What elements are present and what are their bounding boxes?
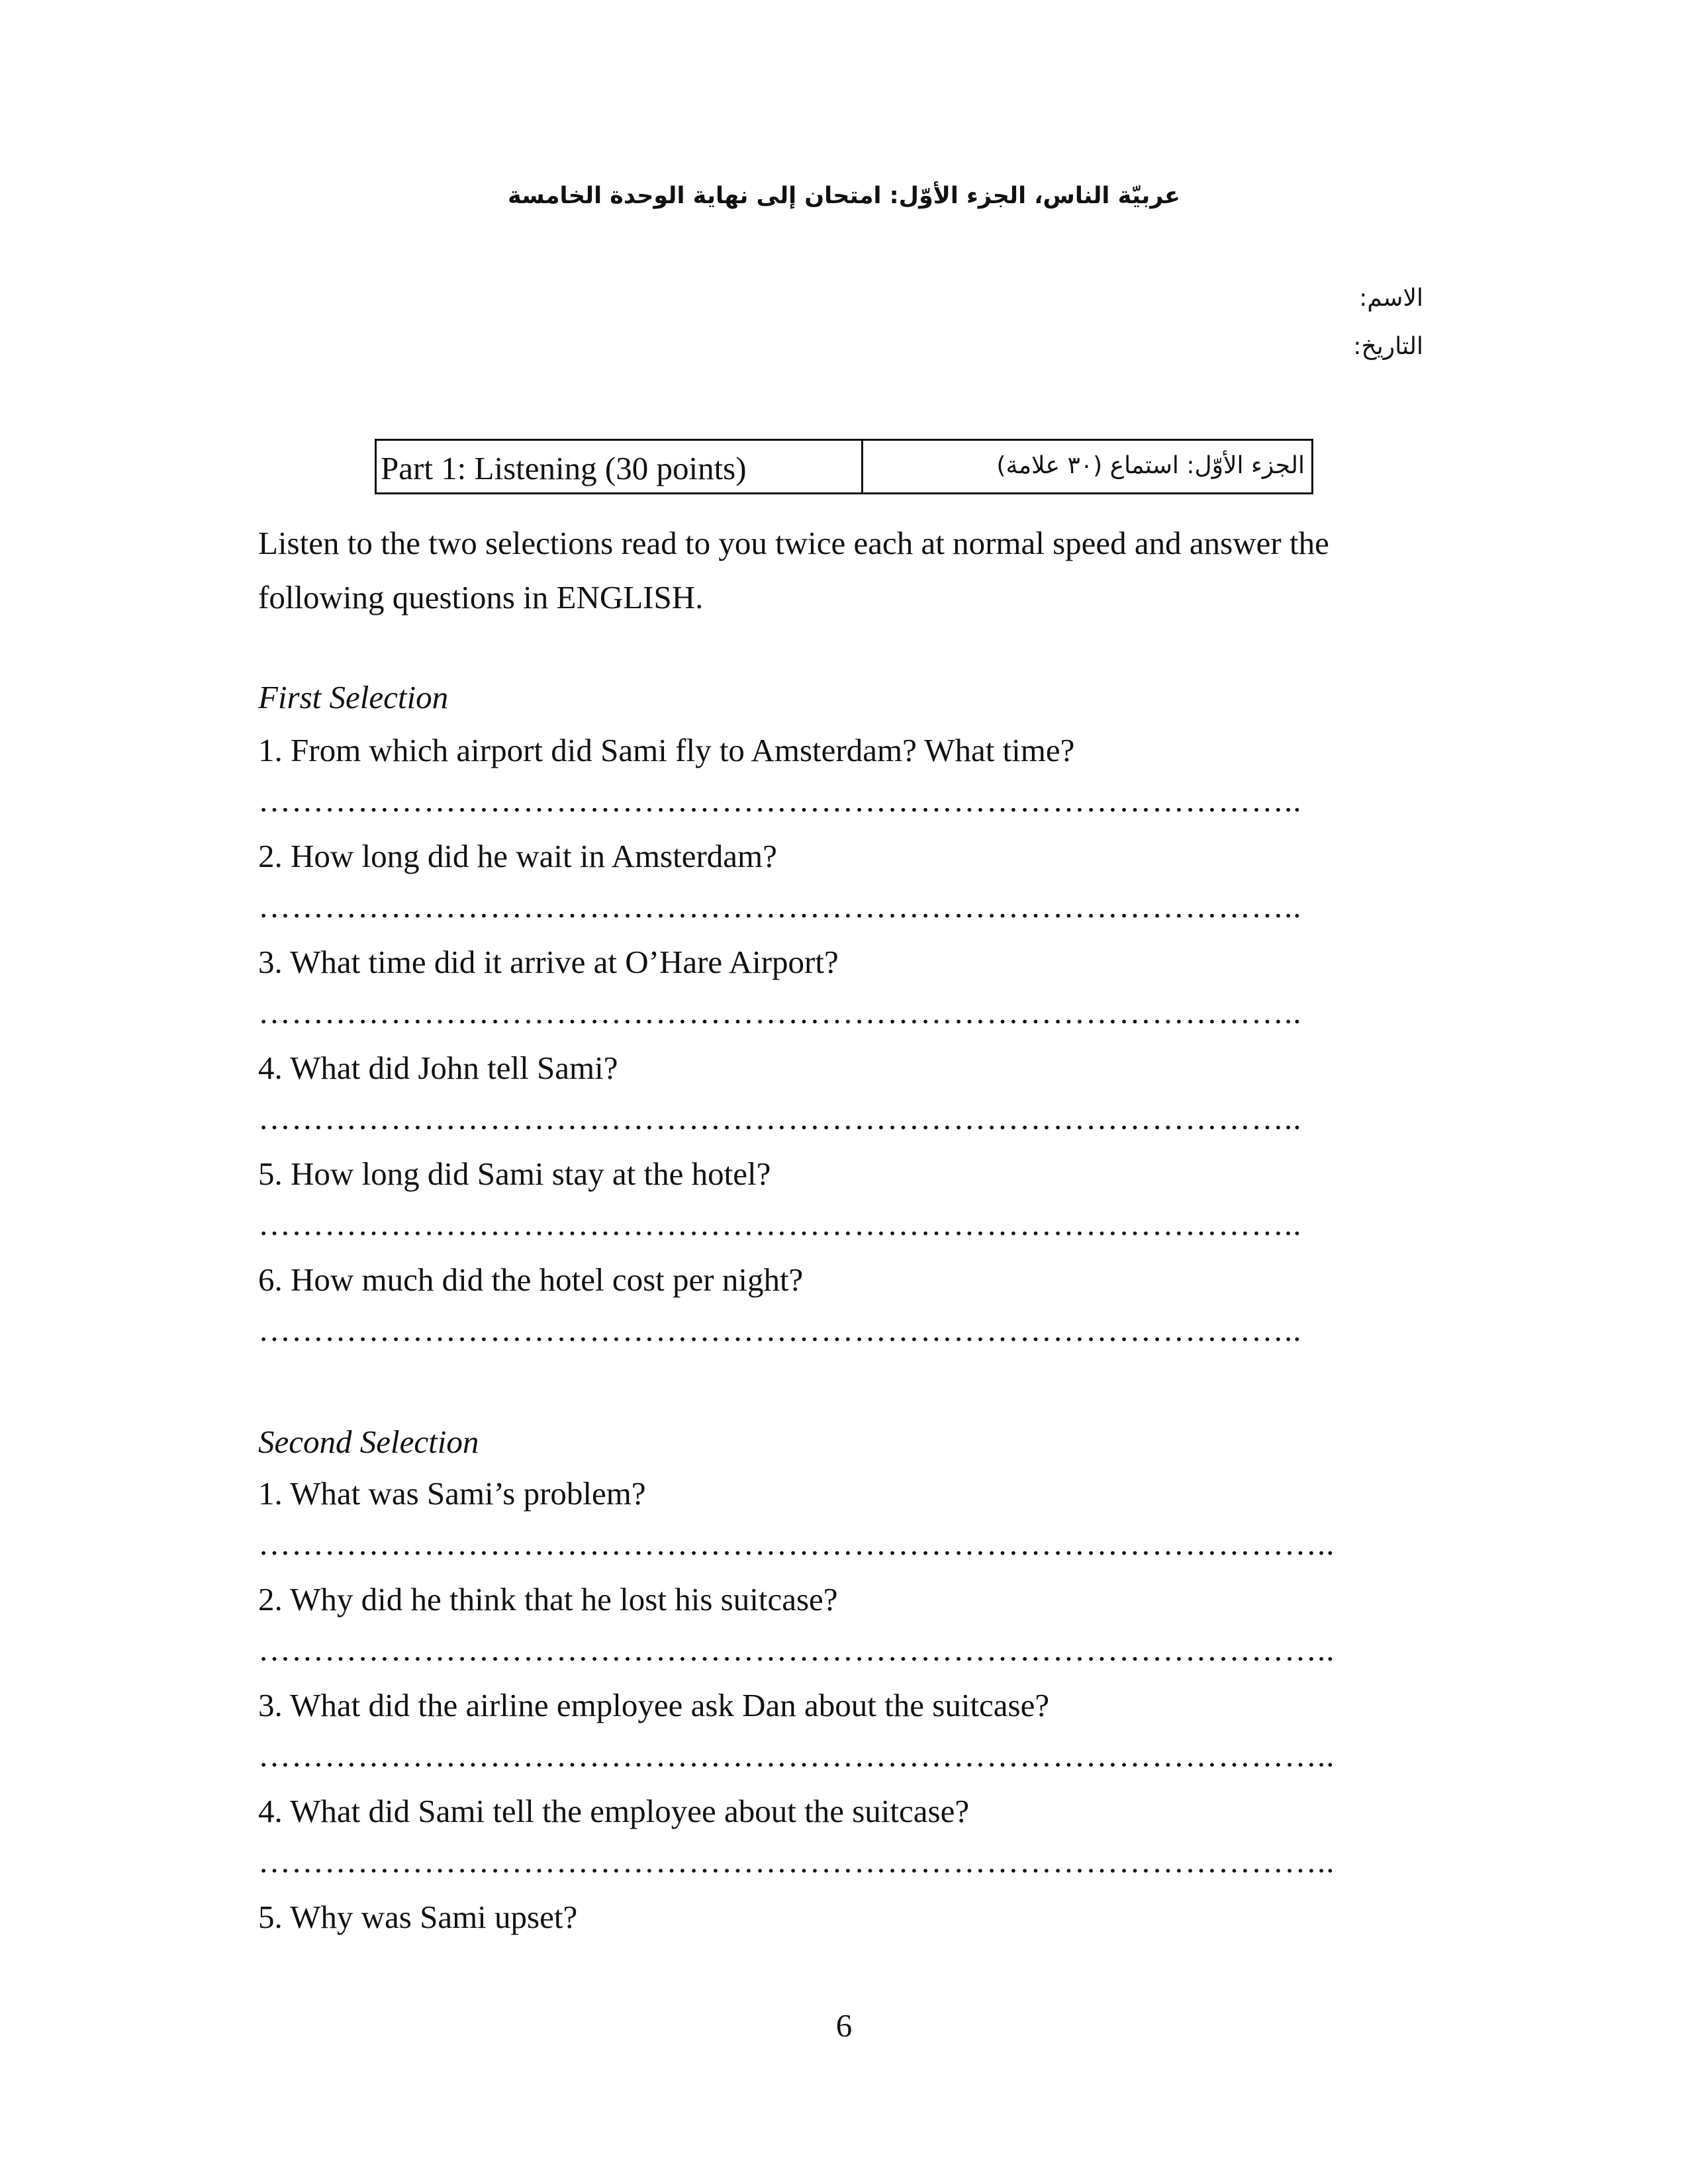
first-question-1: 1. From which airport did Sami fly to Amsterdam? What time? <box>258 732 1075 768</box>
second-question-2: 2. Why did he think that he lost his suitcase? <box>258 1581 838 1617</box>
name-label: الاسم: <box>1359 285 1423 312</box>
second-answer-line-4[interactable]: …………………………………………………………………………………….. <box>258 1843 1335 1880</box>
second-answer-line-3[interactable]: …………………………………………………………………………………….. <box>258 1737 1335 1774</box>
first-answer-line-5[interactable]: ………………………………………………………………………………….. <box>258 1206 1302 1242</box>
first-question-2: 2. How long did he wait in Amsterdam? <box>258 838 777 874</box>
second-answer-line-1[interactable]: …………………………………………………………………………………….. <box>258 1525 1335 1562</box>
first-question-4: 4. What did John tell Sami? <box>258 1050 618 1086</box>
instructions: Listen to the two selections read to you twice each at normal speed and answer the following questions in ENGLISH. <box>258 525 1329 615</box>
second-answer-line-2[interactable]: …………………………………………………………………………………….. <box>258 1631 1335 1668</box>
first-answer-line-6[interactable]: ………………………………………………………………………………….. <box>258 1312 1302 1348</box>
part-header-table <box>375 439 1313 494</box>
first-answer-line-2[interactable]: ………………………………………………………………………………….. <box>258 888 1302 925</box>
second-question-5: 5. Why was Sami upset? <box>258 1899 578 1935</box>
exam-title: عربيّة الناس، الجزء الأوّل: امتحان إلى نهاية الوحدة الخامسة <box>508 183 1180 209</box>
first-question-3: 3. What time did it arrive at O’Hare Airport? <box>258 944 839 980</box>
first-answer-line-3[interactable]: ………………………………………………………………………………….. <box>258 994 1302 1030</box>
part-header-arabic: الجزء الأوّل: استماع (٣٠ علامة) <box>996 452 1305 479</box>
first-answer-line-4[interactable]: ………………………………………………………………………………….. <box>258 1100 1302 1136</box>
second-question-4: 4. What did Sami tell the employee about the suitcase? <box>258 1793 970 1829</box>
first-question-6: 6. How much did the hotel cost per night? <box>258 1261 804 1298</box>
second-question-1: 1. What was Sami’s problem? <box>258 1475 646 1512</box>
first-selection-heading: First Selection <box>258 679 449 715</box>
part-header-english: Part 1: Listening (30 points) <box>377 441 863 492</box>
first-answer-line-1[interactable]: ………………………………………………………………………………….. <box>258 782 1302 819</box>
second-question-3: 3. What did the airline employee ask Dan about the suitcase? <box>258 1687 1050 1723</box>
second-selection-heading: Second Selection <box>258 1424 479 1460</box>
first-question-5: 5. How long did Sami stay at the hotel? <box>258 1156 771 1192</box>
page-number: 6 <box>835 2007 853 2044</box>
date-label: التاريخ: <box>1353 333 1423 360</box>
